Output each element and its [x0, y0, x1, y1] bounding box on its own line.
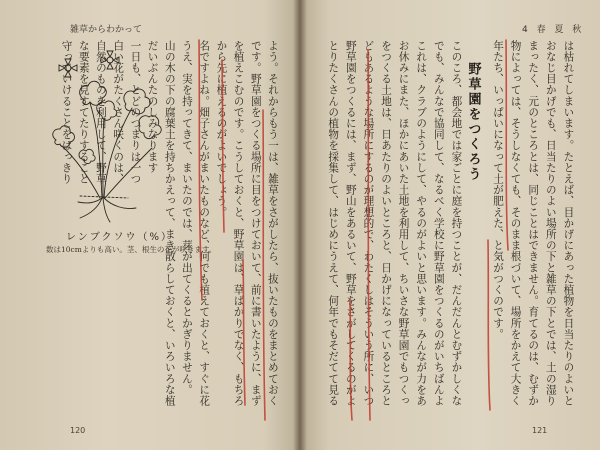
text-column: 守っていけることをはっきり: [60, 40, 73, 185]
pen-marks-right: [300, 0, 600, 450]
text-column: でも、みんなで協同して、なるべく学校に野草園をつくるのがいちばんよ: [432, 40, 445, 407]
text-column: おなじ目かげでも、日当たりのよい場所の下と雑草の下とでは、土の湿り: [544, 40, 557, 407]
text-column: このころ、都会地では家ごとに庭を持つことが、だんだんとむずかしくな: [450, 40, 463, 407]
text-column: だいぶんたのしみなります: [146, 40, 159, 174]
text-column: これは、クラブのようにして、やるのがよいと思います。みんなが力をあ: [415, 40, 428, 407]
text-column: をつくる土地は、日あたりのよいところと、日かげになっているところと: [380, 40, 392, 407]
text-column: は枯れてしまいます。たとえば、目かげにあった植物を日当たりのよいと: [562, 40, 575, 407]
illustration-caption-title: レンブクソウ（%）: [66, 232, 173, 243]
text-column: まったく、元のところとは、同じことはできません。育てるのは、むずか: [527, 40, 540, 407]
running-head-left: 雑草からわかって: [70, 25, 143, 35]
text-column: です。野草園をつくる場所に目をつけておいて、前に書いたように、まず: [249, 40, 262, 407]
text-column: 名ですよね。畑子さんがまいたものなど、何でも植えておくと、すぐに花: [198, 40, 211, 407]
text-column: よう。それからもう一は、雑草をさがしたら、抜いたものをまとめておく: [266, 40, 279, 407]
text-column: 物によっては、そうしなくても、そのまま根づいて、場所をかえて大きく: [509, 40, 522, 407]
illustration-caption-sub: 数は10cmよりも高い。茎、根生の花が咲きます。: [46, 245, 217, 254]
text-column: 自然のものを利用して、野草: [94, 40, 107, 185]
page-number-right: 121: [532, 426, 548, 435]
text-column: とりたくさんの植物を採集して、はじめにうえて、何年でもそだてて見る: [327, 40, 340, 407]
text-column: 山の木の下の腐葉土を持ちかえって、まき散らしておくと、いろいろな植: [163, 40, 176, 407]
text-column: お休みにまた、ほかにあいた土地を利用して、ちいさな野草園でもつくっ: [397, 40, 410, 407]
section-heading: 野草園をつくろう: [465, 62, 481, 182]
text-column: どもあるような場所にするのが理想的で、わたくしはそういう所に、いつ: [362, 40, 375, 407]
text-column: 年たち、いっぱいになって土が肥えた、と気がつくのです。: [492, 40, 504, 340]
right-page: [300, 0, 600, 450]
text-column: 野草園をつくるには、まず、野山をあるいて、野草をさがしてくるのがよ: [344, 40, 357, 407]
text-column: うえ、実を持ってきて、まいたのでは、芽が出てくるとかぎりません。: [180, 40, 193, 396]
text-column: な要素を見すてたりすること: [77, 40, 90, 185]
chapter-running-head: 4 春 夏 秋: [522, 25, 585, 35]
text-column: から先に植えるのがよいでしょう。: [215, 40, 228, 218]
text-column: 一日も、とどのつまりは一つ: [129, 40, 142, 185]
text-column: を植えこむのです。こうしておくと、野草園は、草ばかりでなく、もちろ: [232, 40, 245, 407]
page-number-left: 120: [70, 426, 86, 435]
text-column: 白い花がたくさん咲くのは、: [112, 40, 125, 185]
